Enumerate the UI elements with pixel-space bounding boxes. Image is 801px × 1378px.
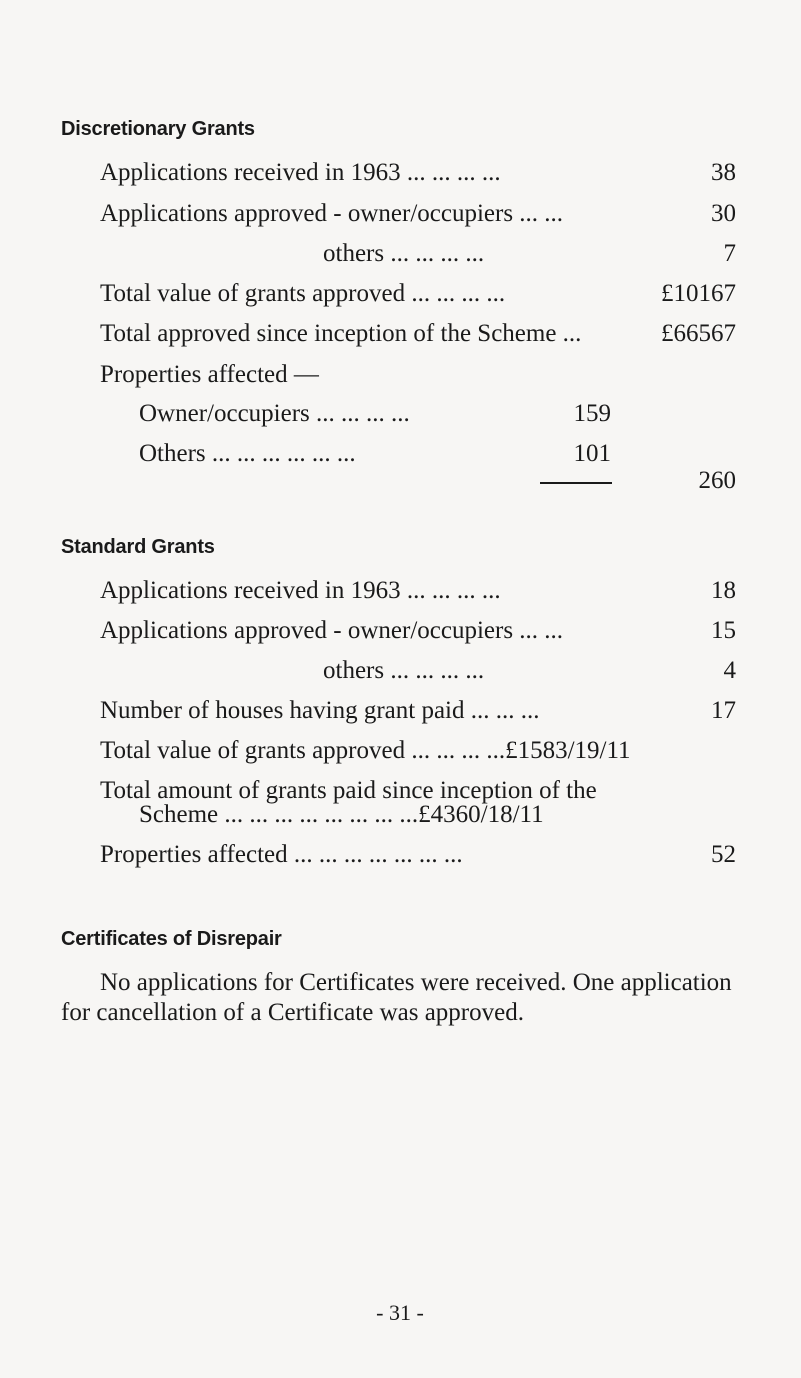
disrepair-paragraph: No applications for Certificates were received. One application for cancellation of a Certificate was approved.	[61, 969, 732, 1026]
std-total-value-line: Total value of grants approved ... ... ... ...£1583/19/11	[100, 737, 631, 764]
disrepair-heading: Certificates of Disrepair	[61, 928, 282, 950]
std-houses-grant-paid-label: Number of houses having grant paid ... ... ...	[100, 697, 540, 724]
discretionary-heading: Discretionary Grants	[61, 118, 255, 140]
std-properties-affected-label: Properties affected ... ... ... ... ... ... ...	[100, 841, 463, 868]
disc-total-value-value: £10167	[661, 280, 736, 307]
std-approved-others-label: others ... ... ... ...	[323, 657, 485, 684]
disc-owner-occupiers-value: 159	[573, 400, 611, 427]
subtotal-rule	[540, 482, 612, 484]
disc-others-value: 101	[573, 440, 611, 467]
std-applications-received-label: Applications received in 1963 ... ... ... ...	[100, 577, 501, 604]
page-number: - 31 -	[376, 1300, 424, 1325]
disc-owner-occupiers-label: Owner/occupiers ... ... ... ...	[139, 400, 410, 427]
disc-others-label: Others ... ... ... ... ... ...	[139, 440, 356, 467]
disc-applications-received-label: Applications received in 1963 ... ... ... ...	[100, 159, 501, 186]
standard-heading: Standard Grants	[61, 536, 215, 558]
disc-approved-others-value: 7	[723, 240, 736, 267]
std-houses-grant-paid-value: 17	[711, 697, 736, 724]
disc-total-since-inception-value: £66567	[661, 320, 736, 347]
disc-total-value-label: Total value of grants approved ... ... ... ...	[100, 280, 506, 307]
std-total-paid-line-2: Scheme ... ... ... ... ... ... ... ...£4360/18/11	[139, 801, 544, 828]
std-approved-others-value: 4	[723, 657, 736, 684]
disc-total-since-inception-label: Total approved since inception of the Scheme ...	[100, 320, 582, 347]
disc-properties-affected-label: Properties affected —	[100, 361, 319, 388]
std-properties-affected-value: 52	[711, 841, 736, 868]
disc-approved-owner-value: 30	[711, 200, 736, 227]
disc-applications-received-value: 38	[711, 159, 736, 186]
disc-approved-others-label: others ... ... ... ...	[323, 240, 485, 267]
std-applications-received-value: 18	[711, 577, 736, 604]
std-total-paid-line-1: Total amount of grants paid since inception of the	[100, 777, 597, 804]
disc-approved-owner-label: Applications approved - owner/occupiers ... ...	[100, 200, 564, 227]
std-approved-owner-label: Applications approved - owner/occupiers ... ...	[100, 617, 564, 644]
disc-properties-total: 260	[698, 467, 736, 494]
std-approved-owner-value: 15	[711, 617, 736, 644]
